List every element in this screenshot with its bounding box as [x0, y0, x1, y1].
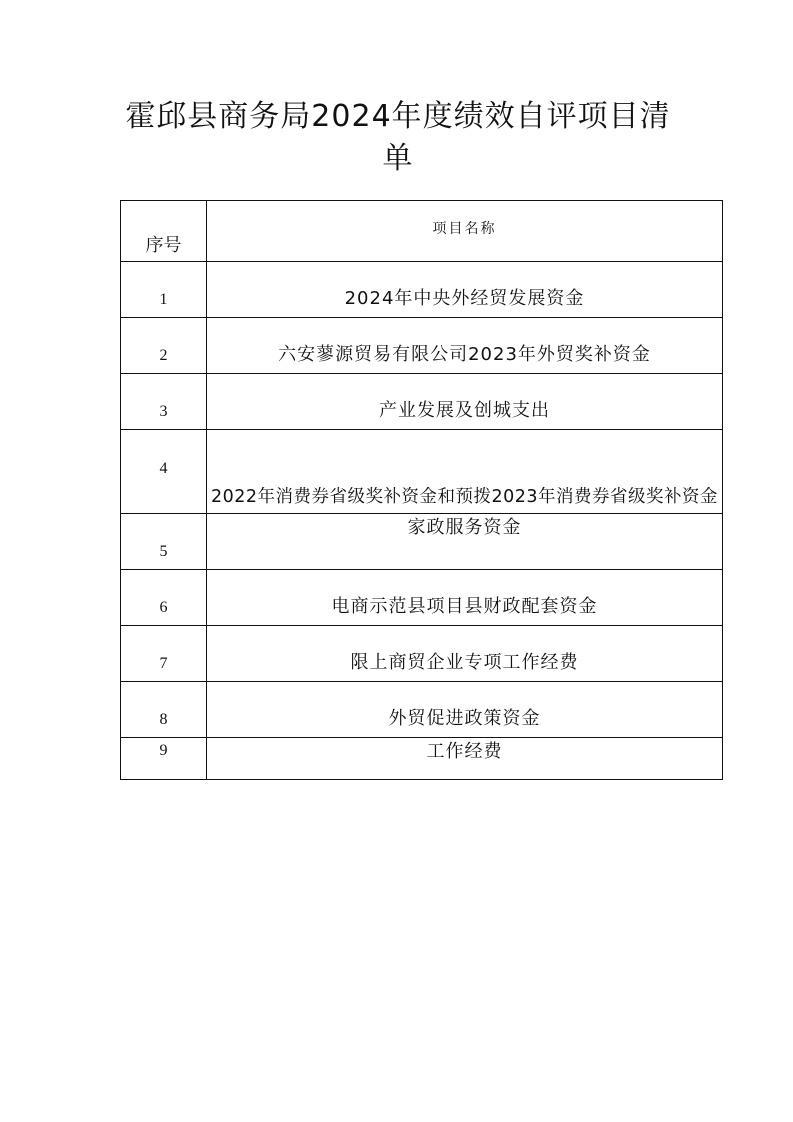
row-index: 4 — [121, 430, 207, 514]
table-row — [121, 514, 723, 570]
header-name: 项目名称 — [207, 201, 723, 262]
row-name: 2022年消费券省级奖补资金和预拨2023年消费券省级奖补资金 — [207, 430, 723, 514]
row-index: 6 — [121, 570, 207, 626]
row-name: 电商示范县项目县财政配套资金 — [207, 570, 723, 626]
row-name: 工作经费 — [207, 738, 723, 780]
row-index: 1 — [121, 262, 207, 318]
row-name: 家政服务资金 — [207, 514, 723, 570]
table-row — [121, 430, 723, 514]
row-index: 2 — [121, 318, 207, 374]
table-row — [121, 682, 723, 738]
row-name: 产业发展及创城支出 — [207, 374, 723, 430]
table-row — [121, 374, 723, 430]
table-row — [121, 626, 723, 682]
project-list-table — [120, 200, 723, 780]
row-index: 7 — [121, 626, 207, 682]
table-row — [121, 570, 723, 626]
row-name: 2024年中央外经贸发展资金 — [207, 262, 723, 318]
table-row — [121, 738, 723, 780]
table-header-row — [121, 201, 723, 262]
row-name: 六安蓼源贸易有限公司2023年外贸奖补资金 — [207, 318, 723, 374]
row-name: 外贸促进政策资金 — [207, 682, 723, 738]
row-index: 5 — [121, 514, 207, 570]
table-row — [121, 262, 723, 318]
header-index: 序号 — [121, 201, 207, 262]
row-index: 8 — [121, 682, 207, 738]
table-row — [121, 318, 723, 374]
document-title: 霍邱县商务局2024年度绩效自评项目清单 — [125, 99, 671, 176]
row-index: 3 — [121, 374, 207, 430]
row-name: 限上商贸企业专项工作经费 — [207, 626, 723, 682]
row-index: 9 — [121, 738, 207, 780]
